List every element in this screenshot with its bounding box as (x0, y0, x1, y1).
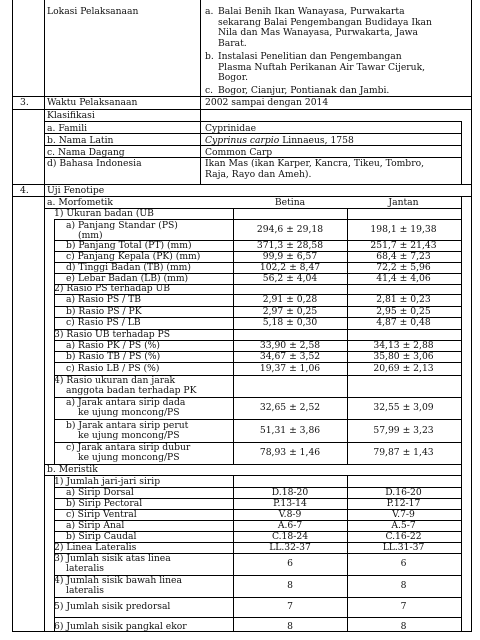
rule-horizontal (44, 121, 461, 122)
jantan-value: C.16-22 (385, 530, 422, 542)
lokasi-b-line-1: Instalasi Penelitian dan Pengembangan (218, 51, 402, 62)
lokasi-b-marker: b. (205, 51, 214, 62)
jantan-value: A.5-7 (391, 519, 416, 531)
row-label: a) Sirip Dorsal (66, 486, 134, 498)
row-label: b) Sirip Caudal (66, 530, 137, 542)
betina-value: 56,2 ± 4,04 (262, 272, 318, 284)
row-label: b) Panjang Total (PT) (mm) (66, 239, 192, 251)
betina-value: 294,6 ± 29,18 (256, 223, 324, 235)
rule-vertical (471, 0, 472, 632)
betina-value: 33,90 ± 2,58 (259, 339, 321, 351)
jantan-value: 41,4 ± 4,06 (376, 272, 431, 284)
betina-value: 371,3 ± 28,58 (256, 239, 324, 251)
betina-value: C.18-24 (271, 530, 309, 542)
rule-vertical (54, 219, 55, 464)
waktu-value: 2002 sampai dengan 2014 (205, 97, 329, 108)
lokasi-b-line-2: Plasma Nuftah Perikanan Air Tawar Cijeruk, (218, 61, 426, 73)
famili-value: Cyprinidae (205, 123, 257, 134)
row-label-cont: anggota badan terhadap PK (66, 385, 197, 396)
jantan-value: 79,87 ± 1,43 (373, 447, 434, 458)
row-label: a) Panjang Standar (PS) (66, 219, 178, 231)
waktu-number: 3. (20, 97, 29, 108)
nama-latin-label: b. Nama Latin (47, 135, 114, 146)
row-label: b) Rasio TB / PS (%) (66, 350, 161, 362)
betina-value: 19,37 ± 1,06 (259, 362, 321, 374)
rule-vertical (12, 0, 13, 632)
jantan-value: P.12-17 (386, 497, 421, 509)
rule-horizontal (54, 617, 461, 618)
row-label: 4) Jumlah sisik bawah linea (54, 575, 182, 586)
nama-latin-author: Linnaeus, 1758 (279, 135, 354, 146)
uji-title: Uji Fenotipe (47, 185, 105, 196)
jantan-value: 72,2 ± 5,96 (376, 261, 431, 273)
jantan-value: 8 (400, 621, 407, 632)
row-label: c) Panjang Kepala (PK) (mm) (66, 250, 201, 262)
jantan-value: 34,13 ± 2,88 (373, 339, 434, 351)
row-label: 4) Rasio ukuran dan jarak (54, 375, 176, 386)
bahasa-indonesia-line-2: Raja, Rayo dan Ameh). (205, 168, 312, 180)
row-label-cont: lateralis (66, 563, 105, 574)
betina-value: D.18-20 (271, 486, 309, 498)
row-label: 2) Rasio PS terhadap UB (54, 283, 171, 295)
row-label: b) Rasio PS / PK (66, 305, 142, 317)
rule-vertical (44, 0, 45, 632)
lokasi-a-line-4: Barat. (218, 37, 247, 49)
row-label: c) Jarak antara sirip dubur (66, 442, 191, 453)
betina-value: 2,91 ± 0,28 (262, 294, 318, 306)
betina-value: 102,2 ± 8,47 (259, 261, 321, 273)
row-label: 3) Jumlah sisik atas linea (54, 553, 171, 564)
betina-value: V.8-9 (278, 508, 302, 520)
row-label: a) Rasio PK / PS (%) (66, 339, 160, 351)
row-label: b) Jarak antara sirip perut (66, 419, 189, 431)
row-label: 6) Jumlah sisik pangkal ekor (54, 621, 187, 632)
jantan-value: 8 (400, 580, 407, 591)
row-label-cont: ke ujung moncong/PS (78, 407, 180, 418)
betina-value: 78,93 ± 1,46 (259, 447, 321, 458)
lokasi-a-line-2: sekarang Balai Pengembangan Budidaya Ikan (218, 16, 432, 28)
famili-label: a. Famili (47, 123, 88, 134)
row-label: a) Sirip Anal (66, 519, 125, 531)
rule-vertical (461, 196, 462, 632)
col-betina-header: Betina (274, 197, 306, 208)
rule-vertical (200, 122, 201, 184)
nama-dagang-label: c. Nama Dagang (47, 147, 125, 158)
nama-latin-species: Cyprinus carpio (205, 135, 280, 146)
betina-value: 8 (287, 621, 293, 632)
uji-number: 4. (20, 185, 29, 196)
jantan-value: 2,81 ± 0,23 (376, 294, 431, 306)
row-label-cont: (mm) (78, 229, 103, 241)
betina-value: 7 (287, 601, 293, 612)
jantan-value: V.7-9 (392, 508, 415, 520)
betina-value: P.13-14 (273, 497, 307, 509)
row-label: a) Rasio PS / TB (66, 294, 141, 306)
jantan-value: 68,4 ± 7,23 (376, 250, 431, 262)
row-label: 1) Ukuran badan (UB (54, 208, 154, 220)
betina-value: LL.32-37 (269, 541, 311, 553)
lokasi-c-line-1: Bogor, Cianjur, Pontianak dan Jambi. (218, 85, 390, 96)
nama-latin-value (205, 136, 354, 146)
lokasi-a-marker: a. (205, 6, 214, 17)
betina-value: 51,31 ± 3,86 (259, 424, 321, 436)
jantan-value: D.16-20 (385, 486, 422, 498)
lokasi-a-line-1: Balai Benih Ikan Wanayasa, Purwakarta (218, 6, 405, 17)
row-label: c) Rasio PS / LB (66, 317, 141, 328)
jantan-value: 20,69 ± 2,13 (373, 362, 434, 374)
jantan-value: 7 (400, 601, 407, 612)
row-label: a) Jarak antara sirip dada (66, 397, 186, 408)
row-label: 2) Linea Lateralis (54, 541, 137, 553)
betina-value: 34,67 ± 3,52 (259, 350, 321, 362)
klasifikasi-title: Klasifikasi (47, 110, 95, 121)
morfometik-heading: a. Morfometik (47, 197, 113, 208)
jantan-value: 251,7 ± 21,43 (370, 239, 437, 251)
rule-vertical (200, 0, 201, 122)
rule-horizontal (54, 597, 461, 598)
row-label-cont: ke ujung moncong/PS (78, 452, 180, 463)
betina-value: 32,65 ± 2,52 (259, 402, 321, 414)
row-label-cont: ke ujung moncong/PS (78, 429, 180, 441)
betina-value: 99,9 ± 6,57 (262, 250, 318, 262)
betina-value: 8 (287, 580, 293, 591)
jantan-value: 2,95 ± 0,25 (376, 305, 431, 317)
bahasa-indonesia-line-1: Ikan Mas (ikan Karper, Kancra, Tikeu, Tombro, (205, 158, 425, 169)
lokasi-a-line-3: Nila dan Mas Wanayasa, Purwakarta, Jawa (218, 27, 419, 38)
jantan-value: 4,87 ± 0,48 (376, 317, 431, 328)
col-jantan-header: Jantan (388, 197, 419, 208)
rule-horizontal (44, 464, 461, 465)
jantan-value: LL.31-37 (382, 541, 425, 553)
waktu-label: Waktu Pelaksanaan (47, 97, 138, 108)
meristik-heading: b. Meristik (47, 464, 98, 475)
nama-dagang-value: Common Carp (205, 147, 273, 158)
row-label: e) Lebar Badan (LB) (mm) (66, 272, 189, 284)
jantan-value: 6 (400, 558, 407, 569)
lokasi-b-line-3: Bogor. (218, 72, 248, 83)
jantan-value: 198,1 ± 19,38 (370, 223, 437, 235)
lokasi-c-marker: c. (205, 85, 214, 96)
bahasa-indonesia-label: d) Bahasa Indonesia (47, 158, 142, 169)
betina-value: 2,97 ± 0,25 (262, 305, 318, 317)
row-label: c) Sirip Ventral (66, 508, 137, 520)
row-label: 3) Rasio UB terhadap PS (54, 328, 171, 340)
row-label: 5) Jumlah sisik predorsal (54, 601, 171, 612)
row-label: d) Tinggi Badan (TB) (mm) (66, 261, 191, 273)
rule-vertical (461, 121, 462, 184)
row-label: c) Rasio LB / PS (%) (66, 362, 160, 374)
lokasi-label: Lokasi Pelaksanaan (47, 6, 139, 17)
row-label-cont: lateralis (66, 585, 105, 596)
row-label: b) Sirip Pectoral (66, 497, 143, 509)
betina-value: A.6-7 (277, 519, 303, 531)
jantan-value: 57,99 ± 3,23 (373, 424, 434, 436)
jantan-value: 32,55 ± 3,09 (373, 402, 434, 414)
betina-value: 6 (287, 558, 293, 569)
jantan-value: 35,80 ± 3,06 (373, 350, 434, 362)
row-label: 1) Jumlah jari-jari sirip (54, 475, 161, 487)
betina-value: 5,18 ± 0,30 (262, 317, 318, 328)
